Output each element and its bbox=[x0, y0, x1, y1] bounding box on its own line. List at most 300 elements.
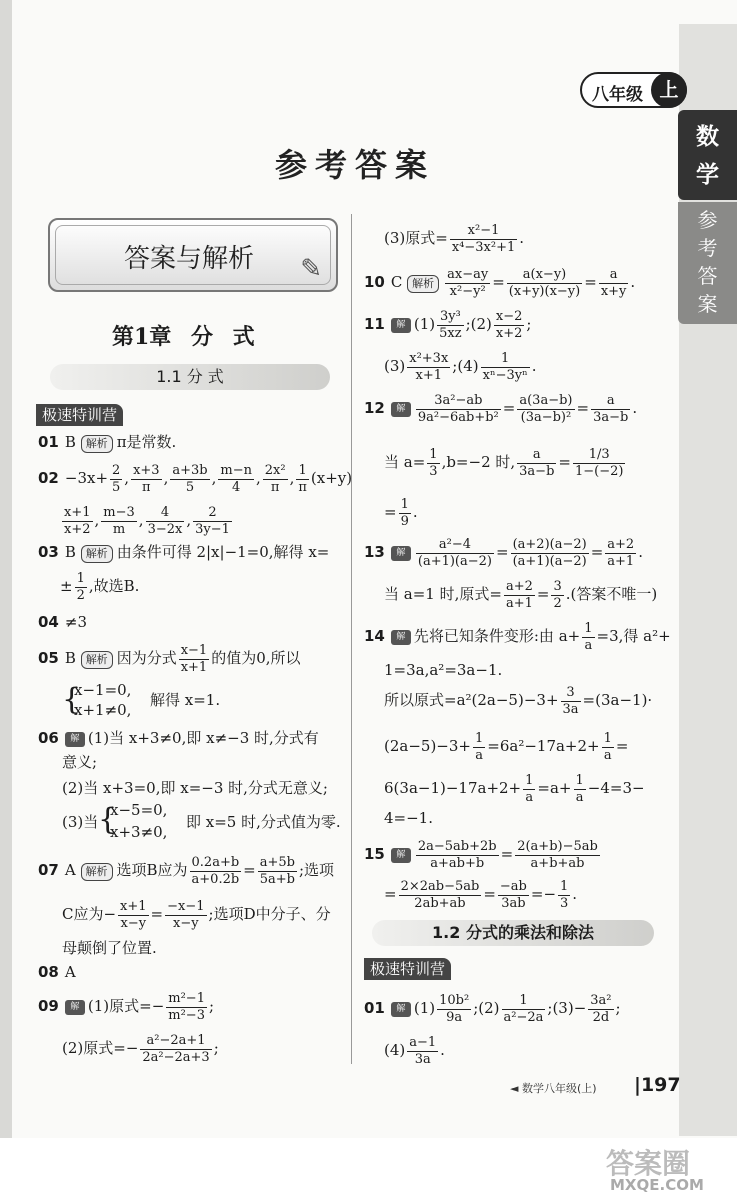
denominator: 2ab+ab bbox=[414, 895, 466, 911]
fraction bbox=[517, 447, 556, 480]
q-text: 由条件可得 2|x|−1=0,解得 x= bbox=[116, 543, 330, 561]
fraction bbox=[523, 773, 535, 806]
analysis-tag: 解析 bbox=[81, 863, 113, 881]
q01 bbox=[38, 432, 176, 453]
numerator: 1 bbox=[603, 730, 612, 746]
q-text: ;选项 bbox=[299, 861, 335, 879]
q02-cont bbox=[60, 500, 234, 540]
denominator: 3 bbox=[429, 463, 438, 479]
denominator: 2 bbox=[553, 595, 562, 611]
denominator: π bbox=[142, 479, 151, 495]
denominator: (a+1)(a−2) bbox=[512, 553, 587, 569]
numerator: a−1 bbox=[409, 1034, 437, 1050]
numerator: 4 bbox=[146, 505, 185, 522]
eq: = bbox=[502, 399, 516, 417]
denominator: x⁴−3x²+1 bbox=[451, 239, 516, 255]
fraction bbox=[605, 537, 636, 570]
q-num: 10 bbox=[364, 273, 385, 291]
grade-tab bbox=[580, 72, 687, 108]
denominator: 3 bbox=[560, 895, 569, 911]
q-text: =6a²−17a+2+ bbox=[487, 737, 600, 755]
q-answer: B bbox=[64, 433, 76, 451]
q-text: (2)原式=− bbox=[62, 1039, 139, 1057]
eq: = bbox=[150, 905, 164, 923]
numerator: a+2 bbox=[505, 578, 533, 594]
subject-tab bbox=[678, 110, 737, 200]
training-label-2: 极速特训营 bbox=[364, 958, 451, 980]
q-text: 即 x=5 时,分式值为零. bbox=[186, 813, 341, 831]
numerator: 3 bbox=[561, 685, 581, 702]
denominator: xⁿ−3yⁿ bbox=[482, 367, 528, 383]
analysis-tag: 解析 bbox=[407, 275, 439, 293]
q-num: 14 bbox=[364, 627, 385, 645]
sep: , bbox=[124, 469, 130, 487]
denominator: 5xz bbox=[439, 325, 462, 341]
q-text: . bbox=[519, 229, 525, 247]
denominator: 2d bbox=[592, 1009, 610, 1025]
q-text: . bbox=[412, 503, 418, 521]
fraction bbox=[515, 839, 600, 872]
solution-tag: 解 bbox=[391, 402, 411, 417]
footer-brand: 数学八年级 bbox=[521, 1082, 577, 1095]
denominator: 3a bbox=[414, 1051, 431, 1067]
q-text: (2a−5)−3+ bbox=[384, 737, 471, 755]
q-text: . bbox=[638, 543, 643, 561]
watermark-url: MXQE.COM bbox=[610, 1176, 704, 1194]
column-divider bbox=[351, 214, 352, 1064]
fraction bbox=[427, 447, 439, 480]
fraction bbox=[399, 879, 482, 912]
eq: = bbox=[536, 585, 550, 603]
watermark-logo: 答案圈 bbox=[606, 1147, 691, 1180]
denominator: (a+1)(a−2) bbox=[417, 553, 492, 569]
q-text: (4) bbox=[384, 1041, 406, 1059]
fraction bbox=[602, 731, 614, 764]
term-badge: 上 bbox=[651, 72, 687, 108]
fraction bbox=[407, 351, 450, 384]
fraction bbox=[582, 621, 594, 654]
numerator: a²−4 bbox=[416, 537, 494, 554]
sep: , bbox=[186, 511, 192, 529]
fraction bbox=[146, 505, 185, 538]
fraction bbox=[263, 463, 288, 496]
fraction bbox=[62, 505, 93, 538]
analysis-tag: 解析 bbox=[81, 545, 113, 563]
denominator: 9a bbox=[446, 1009, 463, 1025]
eq: = bbox=[483, 885, 496, 903]
q-text: 所以原式=a²(2a−5)−3+ bbox=[384, 691, 559, 709]
denominator: x²−y² bbox=[449, 283, 486, 299]
denominator: x−y bbox=[173, 915, 199, 931]
q14-line4 bbox=[384, 726, 628, 766]
q-text: 先将已知条件变形:由 a+ bbox=[413, 627, 581, 645]
eq-line: x−5=0, bbox=[110, 801, 168, 819]
eq: = bbox=[492, 273, 505, 291]
brace: { bbox=[98, 802, 118, 837]
q-text: (x+y) bbox=[310, 469, 353, 487]
q-num: 15 bbox=[364, 845, 385, 863]
q-text: . bbox=[440, 1041, 445, 1059]
eq: = bbox=[243, 861, 256, 879]
numerator: 1 bbox=[474, 730, 484, 746]
q-num: 06 bbox=[38, 729, 59, 747]
denominator: a+1 bbox=[505, 595, 533, 611]
q12-line2 bbox=[384, 436, 627, 488]
q07 bbox=[38, 850, 334, 890]
answers-tab-label: 参考答案 bbox=[697, 208, 718, 316]
page-number-value: 197 bbox=[640, 1074, 681, 1096]
solution-tag: 解 bbox=[65, 732, 85, 747]
numerator: 1 bbox=[584, 620, 593, 636]
q-answer: A bbox=[64, 861, 76, 879]
s2q01-line2 bbox=[384, 1030, 445, 1070]
denominator: 5 bbox=[185, 479, 195, 495]
denominator: a+ab+b bbox=[430, 855, 485, 871]
q-text: 因为分式 bbox=[116, 649, 177, 667]
solution-tag: 解 bbox=[65, 1000, 85, 1015]
q-answer: B bbox=[64, 649, 76, 667]
fraction bbox=[416, 393, 501, 426]
q15-line2 bbox=[384, 874, 577, 914]
q-text: . bbox=[572, 885, 578, 903]
q-text: C应为− bbox=[62, 905, 117, 923]
q13 bbox=[364, 532, 643, 572]
denominator: m bbox=[112, 521, 126, 537]
q06-line3: (2)当 x+3=0,即 x=−3 时,分式无意义; bbox=[62, 779, 328, 797]
fraction bbox=[258, 855, 297, 888]
numerator: ax−ay bbox=[447, 266, 489, 282]
q03 bbox=[38, 542, 329, 563]
numerator: 1 bbox=[296, 463, 309, 480]
fraction bbox=[193, 505, 232, 538]
q05 bbox=[38, 638, 301, 678]
page-left-edge bbox=[0, 0, 12, 1140]
numerator: x²+3x bbox=[409, 350, 449, 366]
solution-tag: 解 bbox=[391, 1002, 411, 1017]
q-text: ± bbox=[60, 577, 73, 595]
numerator: (a+2)(a−2) bbox=[512, 536, 587, 552]
numerator: a bbox=[517, 447, 556, 464]
q-text: ;选项D中分子、分 bbox=[208, 905, 331, 923]
fraction bbox=[473, 731, 485, 764]
fraction bbox=[517, 393, 574, 426]
numerator: 1/3 bbox=[573, 447, 625, 464]
q-num: 02 bbox=[38, 469, 59, 487]
q-num: 08 bbox=[38, 963, 59, 981]
q14-line2: 1=3a,a²=3a−1. bbox=[384, 661, 503, 679]
q-answer: B bbox=[64, 543, 76, 561]
q08 bbox=[38, 962, 76, 982]
q-num: 12 bbox=[364, 399, 385, 417]
denominator: π bbox=[270, 479, 280, 495]
fraction bbox=[481, 351, 530, 384]
denominator: 2a²−2a+3 bbox=[142, 1049, 210, 1065]
q-text: =3,得 a²+ bbox=[596, 627, 671, 645]
q-text: =(3a−1)· bbox=[582, 691, 653, 709]
q13-line2 bbox=[384, 574, 657, 614]
denominator: 5a+b bbox=[259, 871, 295, 887]
q-text: ; bbox=[213, 1039, 219, 1057]
numerator: 1 bbox=[481, 351, 530, 368]
q14-line5 bbox=[384, 768, 645, 808]
q14-line3 bbox=[384, 680, 652, 720]
fraction bbox=[450, 223, 517, 256]
q14-line6: 4=−1. bbox=[384, 809, 433, 827]
fraction bbox=[296, 463, 309, 496]
q-text: 6(3a−1)−17a+2+ bbox=[384, 779, 522, 797]
eq: = bbox=[584, 273, 597, 291]
denominator: a bbox=[475, 747, 483, 763]
fraction bbox=[445, 267, 490, 300]
numerator: −x−1 bbox=[167, 898, 205, 914]
numerator: 10b² bbox=[439, 992, 470, 1008]
q-num: 07 bbox=[38, 861, 59, 879]
denominator: x+2 bbox=[64, 521, 91, 537]
brace: { bbox=[62, 682, 82, 717]
q-text: ;(4) bbox=[452, 357, 479, 375]
q-text: −4=3− bbox=[587, 779, 645, 797]
q02 bbox=[38, 458, 352, 498]
numerator: m²−1 bbox=[168, 990, 205, 1006]
q-answer: A bbox=[64, 963, 76, 981]
answers-tab bbox=[678, 202, 737, 324]
eq: = bbox=[558, 453, 571, 471]
q-text: (3)原式= bbox=[384, 229, 448, 247]
fraction bbox=[75, 571, 87, 604]
page-title: 参考答案 bbox=[274, 146, 435, 184]
numerator: x−1 bbox=[180, 642, 208, 658]
numerator: x+3 bbox=[133, 462, 160, 478]
q-num: 04 bbox=[38, 613, 59, 631]
fraction bbox=[573, 447, 625, 480]
q12-line3 bbox=[384, 492, 418, 532]
fraction bbox=[179, 643, 210, 676]
numerator: x+1 bbox=[120, 898, 147, 914]
q09-line2 bbox=[62, 1028, 219, 1068]
footer-term: 上 bbox=[581, 1082, 593, 1095]
numerator: a bbox=[599, 267, 629, 284]
fraction bbox=[507, 267, 582, 300]
q-text: ; bbox=[208, 997, 215, 1015]
q-answer: ≠3 bbox=[64, 613, 87, 631]
s2q01 bbox=[364, 988, 621, 1028]
denominator: 5 bbox=[112, 479, 121, 495]
numerator: 2 bbox=[112, 462, 121, 478]
q-text: 当 a=1 时,原式= bbox=[384, 585, 502, 603]
sep: , bbox=[289, 469, 295, 487]
solution-tag: 解 bbox=[391, 848, 411, 863]
fraction bbox=[416, 839, 499, 872]
q-text: .(答案不唯一) bbox=[565, 585, 658, 603]
numerator: a+5b bbox=[259, 854, 295, 870]
eq: = bbox=[615, 737, 629, 755]
fraction bbox=[131, 463, 162, 496]
denominator: 2 bbox=[76, 587, 85, 603]
q-text: (1) bbox=[413, 315, 436, 333]
denominator: π bbox=[298, 479, 307, 495]
r1 bbox=[384, 218, 524, 258]
q-answer: C bbox=[390, 273, 403, 291]
fraction bbox=[599, 267, 629, 300]
sep: , bbox=[138, 511, 144, 529]
denominator: x−y bbox=[120, 915, 147, 931]
numerator: 2(a+b)−5ab bbox=[517, 838, 598, 854]
q-text: ;(2) bbox=[465, 315, 492, 333]
chapter-heading: 第1章 分 式 bbox=[112, 324, 255, 350]
q06 bbox=[38, 728, 319, 748]
numerator: 3a²−ab bbox=[416, 393, 501, 410]
fraction bbox=[591, 393, 630, 426]
q-text: (3)当 bbox=[62, 813, 99, 831]
q-num: 01 bbox=[364, 999, 385, 1017]
numerator: a+2 bbox=[607, 536, 635, 552]
q-num: 13 bbox=[364, 543, 385, 561]
denominator: 3−2x bbox=[147, 521, 183, 537]
denominator: a²−2a bbox=[503, 1009, 544, 1025]
fraction bbox=[494, 309, 525, 342]
q-num: 11 bbox=[364, 315, 385, 333]
numerator: x²−1 bbox=[450, 223, 517, 240]
fraction bbox=[165, 899, 206, 932]
subject-label: 数学 bbox=[696, 124, 719, 188]
numerator: 2 bbox=[193, 505, 232, 522]
fraction bbox=[416, 537, 494, 570]
fraction bbox=[558, 879, 570, 912]
section-bar-2: 1.2 分式的乘法和除法 bbox=[372, 920, 654, 946]
denominator: 3a−b bbox=[519, 463, 555, 479]
numerator: 2x² bbox=[264, 462, 286, 478]
q11-line2 bbox=[384, 346, 536, 386]
eq-line: x−1=0, bbox=[74, 681, 132, 699]
analysis-tag: 解析 bbox=[81, 435, 113, 453]
numerator: a²−2a+1 bbox=[140, 1033, 211, 1050]
q-text: ; bbox=[615, 999, 621, 1017]
numerator: 1 bbox=[575, 772, 584, 788]
answer-banner-title: 答案与解析 bbox=[124, 244, 255, 274]
q-num: 01 bbox=[38, 433, 59, 451]
numerator: x−2 bbox=[495, 308, 523, 324]
q-text: 的值为0,所以 bbox=[211, 649, 301, 667]
fraction bbox=[574, 773, 586, 806]
eq: = bbox=[576, 399, 590, 417]
denominator: a+b+ab bbox=[530, 855, 585, 871]
q-text: . bbox=[632, 399, 638, 417]
numerator: −ab bbox=[499, 878, 527, 894]
numerator: 1 bbox=[560, 878, 569, 894]
denominator: 3a bbox=[562, 701, 579, 717]
fraction bbox=[110, 463, 122, 496]
q07-line2 bbox=[62, 894, 331, 934]
q-text: ;(3)− bbox=[547, 999, 587, 1017]
denominator: a bbox=[603, 747, 612, 763]
fraction bbox=[511, 537, 589, 570]
fraction bbox=[399, 497, 411, 530]
q-num: 09 bbox=[38, 997, 59, 1015]
fraction bbox=[407, 1035, 438, 1068]
denominator: 9a²−6ab+b² bbox=[417, 409, 499, 425]
q-text: =a+ bbox=[537, 779, 572, 797]
sep: , bbox=[94, 511, 100, 529]
q-num: 05 bbox=[38, 649, 59, 667]
denominator: 3a−b bbox=[593, 409, 629, 425]
q-text: ; bbox=[526, 315, 532, 333]
eq: = bbox=[384, 503, 397, 521]
numerator: 3y³ bbox=[437, 309, 463, 326]
solution-tag: 解 bbox=[391, 546, 411, 561]
q-text: π是常数. bbox=[116, 433, 177, 451]
numerator: a+3b bbox=[172, 462, 208, 478]
eq: = bbox=[496, 543, 509, 561]
denominator: x+1 bbox=[180, 659, 208, 675]
answer-banner bbox=[48, 218, 338, 292]
analysis-tag: 解析 bbox=[81, 651, 113, 669]
numerator: 1 bbox=[429, 446, 438, 462]
denominator: x+y bbox=[600, 283, 627, 299]
solution-tag: 解 bbox=[391, 318, 411, 333]
q15 bbox=[364, 834, 602, 874]
denominator: a+0.2b bbox=[191, 871, 240, 887]
denominator: a bbox=[575, 789, 584, 805]
fraction bbox=[437, 993, 471, 1026]
denominator: 3ab bbox=[501, 895, 526, 911]
denominator: 9 bbox=[400, 513, 409, 529]
eq-line: x+3≠0, bbox=[110, 823, 168, 841]
book-pencil-icon: ✎ bbox=[300, 254, 322, 284]
fraction bbox=[561, 685, 581, 718]
numerator: 1 bbox=[502, 993, 546, 1010]
section-bar-1: 1.1 分 式 bbox=[50, 364, 330, 390]
eq: = bbox=[384, 885, 397, 903]
denominator: 4 bbox=[232, 479, 241, 495]
denominator: a bbox=[525, 789, 534, 805]
fraction bbox=[551, 579, 563, 612]
q-text: ,故选B. bbox=[88, 577, 140, 595]
fraction bbox=[118, 899, 149, 932]
denominator: 1−(−2) bbox=[574, 463, 624, 479]
numerator: a bbox=[591, 393, 630, 410]
eq: =− bbox=[530, 885, 557, 903]
fraction bbox=[101, 505, 137, 538]
q-num: 03 bbox=[38, 543, 59, 561]
q-text: 选项B应为 bbox=[116, 861, 188, 879]
numerator: a(x−y) bbox=[507, 267, 582, 284]
numerator: m−n bbox=[220, 462, 252, 478]
q-text: ;(2) bbox=[473, 999, 500, 1017]
q-text: (1)当 x+3≠0,即 x≠−3 时,分式有 bbox=[87, 729, 319, 747]
denominator: m²−3 bbox=[168, 1007, 205, 1023]
numerator: 2a−5ab+2b bbox=[417, 838, 497, 854]
fraction bbox=[502, 993, 546, 1026]
denominator: a+1 bbox=[607, 553, 635, 569]
training-label-1: 极速特训营 bbox=[36, 404, 123, 426]
numerator: 3 bbox=[553, 578, 562, 594]
numerator: 1 bbox=[525, 772, 534, 788]
q-text: . bbox=[531, 357, 537, 375]
q03-cont bbox=[60, 566, 139, 606]
q-text: (1)原式=− bbox=[87, 997, 165, 1015]
q04 bbox=[38, 612, 87, 632]
grade-label: 八年级 bbox=[592, 85, 643, 105]
fraction bbox=[437, 309, 463, 342]
q-text: (3) bbox=[384, 357, 406, 375]
q-text: . bbox=[630, 273, 636, 291]
sep: , bbox=[255, 469, 261, 487]
q-text: 解得 x=1. bbox=[150, 691, 221, 709]
fraction bbox=[218, 463, 254, 496]
numerator: a(3a−b) bbox=[519, 392, 573, 408]
numerator: 2×2ab−5ab bbox=[400, 878, 480, 894]
q-text: −3x+ bbox=[64, 469, 109, 487]
